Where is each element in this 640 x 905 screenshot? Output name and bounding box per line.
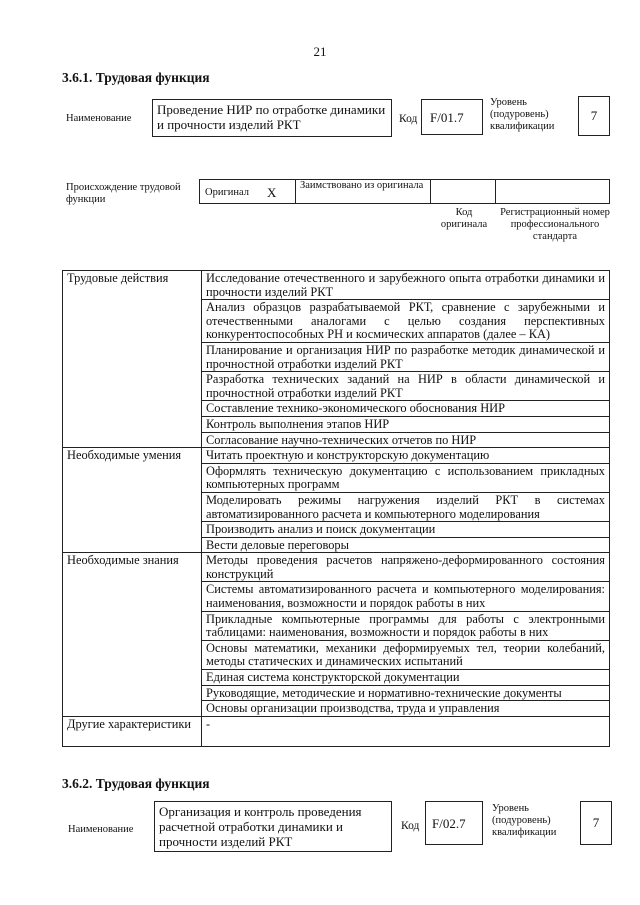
section-heading-3-6-2: 3.6.2. Трудовая функция [62,776,210,791]
list-item: Планирование и организация НИР по разработке методик динамической и прочностной отработки изделий РКТ [202,342,610,371]
qualification-level-label: Уровень (подуровень) квалификации [492,803,557,838]
registration-number-caption: Регистрационный номер профессионального стандарта [500,207,610,242]
qualification-level-box: 7 [580,801,612,845]
list-item: Согласование научно-технических отчетов по НИР [202,432,610,448]
page-number: 21 [313,44,327,59]
list-item: Вести деловые переговоры [202,537,610,553]
function-details-table [62,270,610,747]
function-name-box: Организация и контроль проведения расчетной отработки динамики и прочности изделий РКТ [154,801,392,852]
function-code-box: F/01.7 [421,99,483,135]
list-item: Производить анализ и поиск документации [202,522,610,538]
qualification-level-label: Уровень (подуровень) квалификации [490,97,555,132]
origin-label: Происхождение трудовой функции [66,182,181,205]
list-item: Моделировать режимы нагружения изделий РКТ в системах автоматизированного расчета и компьютерного моделирования [202,492,610,521]
table-row [63,448,610,464]
list-item: Читать проектную и конструкторскую документацию [202,448,610,464]
section-heading-3-6-1: 3.6.1. Трудовая функция [62,70,210,85]
list-item: - [202,716,610,746]
list-item: Основы организации производства, труда и управления [202,701,610,717]
list-item: Руководящие, методические и нормативно-технические документы [202,685,610,701]
list-item: Разработка технических заданий на НИР в области динамической и прочностной отработки изделий РКТ [202,372,610,401]
list-item: Исследование отечественного и зарубежного опыта отработки динамики и прочности изделий РКТ [202,271,610,300]
name-label: Наименование [68,824,134,835]
original-label: Оригинал [205,187,249,198]
code-label: Код [401,820,420,832]
list-item: Анализ образцов разрабатываемой РКТ, сравнение с зарубежными и отечественными аналогами с целью создания перспективных конкурентоспособных РН и космических аппаратов (далее – КА) [202,300,610,343]
code-label: Код [399,113,418,125]
original-mark: X [267,185,277,200]
row-label-other-characteristics: Другие характеристики [63,716,202,746]
borrowed-label: Заимствовано из оригинала [300,180,424,191]
function-code-box: F/02.7 [425,801,483,845]
table-row [63,716,610,746]
row-label-required-skills: Необходимые умения [63,448,202,553]
qualification-level-box: 7 [578,96,610,136]
original-code-caption: Код оригинала [440,207,488,230]
name-label: Наименование [66,113,132,124]
row-label-labor-actions: Трудовые действия [63,271,202,448]
list-item: Основы математики, механики деформируемых тел, теории колебаний, методы статических и динамических испытаний [202,640,610,669]
function-name-box: Проведение НИР по отработке динамики и прочности изделий РКТ [152,99,392,137]
table-row [63,271,610,300]
table-row [63,553,610,582]
list-item: Составление технико-экономического обоснования НИР [202,401,610,417]
list-item: Методы проведения расчетов напряжено-деформированного состояния конструкций [202,553,610,582]
list-item: Прикладные компьютерные программы для работы с электронными таблицами: наименования, возможности и порядок работы в них [202,611,610,640]
list-item: Контроль выполнения этапов НИР [202,416,610,432]
row-label-required-knowledge: Необходимые знания [63,553,202,717]
list-item: Единая система конструкторской документации [202,670,610,686]
list-item: Оформлять техническую документацию с использованием прикладных компьютерных программ [202,463,610,492]
list-item: Системы автоматизированного расчета и компьютерного моделирования: наименования, возможности и порядок работы в них [202,582,610,611]
